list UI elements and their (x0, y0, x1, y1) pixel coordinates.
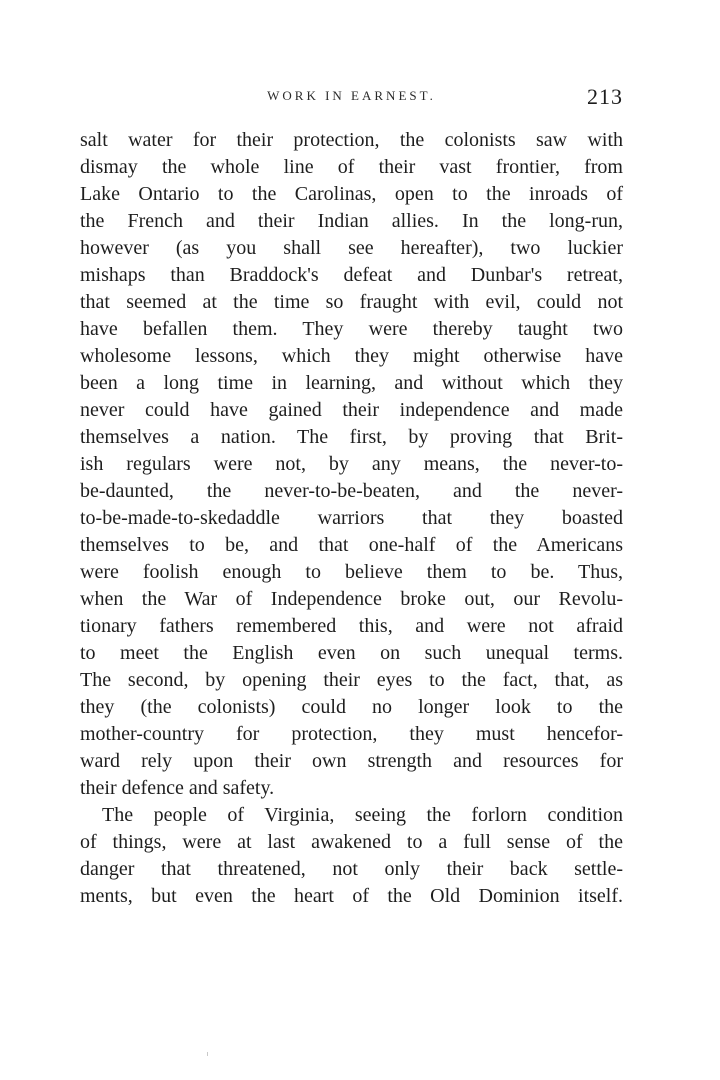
paper-speck (207, 1052, 208, 1056)
text-line: to meet the English even on such unequal terms. (80, 642, 623, 664)
text-line: their defence and safety. (80, 777, 275, 799)
text-line: salt water for their protection, the colonists saw with (80, 129, 623, 151)
running-head (80, 84, 623, 108)
text-line: mother-country for protection, they must hencefor- (80, 723, 623, 745)
body-text (80, 127, 623, 910)
text-line: tionary fathers remembered this, and were not afraid (80, 615, 623, 637)
text-line: have befallen them. They were thereby taught two (80, 318, 623, 340)
text-line: themselves to be, and that one-half of the Americans (80, 534, 623, 556)
text-line: they (the colonists) could no longer look to the (80, 696, 623, 718)
text-line: wholesome lessons, which they might otherwise have (80, 345, 623, 367)
text-line: ish regulars were not, by any means, the never-to- (80, 453, 623, 475)
text-line: ward rely upon their own strength and resources for (80, 750, 623, 772)
text-line: of things, were at last awakened to a full sense of the (80, 831, 623, 853)
text-line: mishaps than Braddock's defeat and Dunbar's retreat, (80, 264, 623, 286)
text-line: ments, but even the heart of the Old Dominion itself. (80, 885, 623, 907)
text-line: dismay the whole line of their vast frontier, from (80, 156, 623, 178)
text-line: that seemed at the time so fraught with evil, could not (80, 291, 623, 313)
text-line: were foolish enough to believe them to be. Thus, (80, 561, 623, 583)
text-line: themselves a nation. The first, by proving that Brit- (80, 426, 623, 448)
text-line: be-daunted, the never-to-be-beaten, and the never- (80, 480, 623, 502)
text-line: been a long time in learning, and without which they (80, 372, 623, 394)
text-line: the French and their Indian allies. In the long-run, (80, 210, 623, 232)
running-title: WORK IN EARNEST. (267, 88, 436, 103)
text-line: The second, by opening their eyes to the fact, that, as (80, 669, 623, 691)
text-line: when the War of Independence broke out, our Revolu- (80, 588, 623, 610)
page-number: 213 (587, 84, 623, 109)
text-line: however (as you shall see hereafter), two luckier (80, 237, 623, 259)
text-line: The people of Virginia, seeing the forlorn condition (102, 804, 623, 826)
text-line: danger that threatened, not only their back settle- (80, 858, 623, 880)
text-line: never could have gained their independence and made (80, 399, 623, 421)
text-line: Lake Ontario to the Carolinas, open to the inroads of (80, 183, 623, 205)
text-line: to-be-made-to-skedaddle warriors that they boasted (80, 507, 623, 529)
